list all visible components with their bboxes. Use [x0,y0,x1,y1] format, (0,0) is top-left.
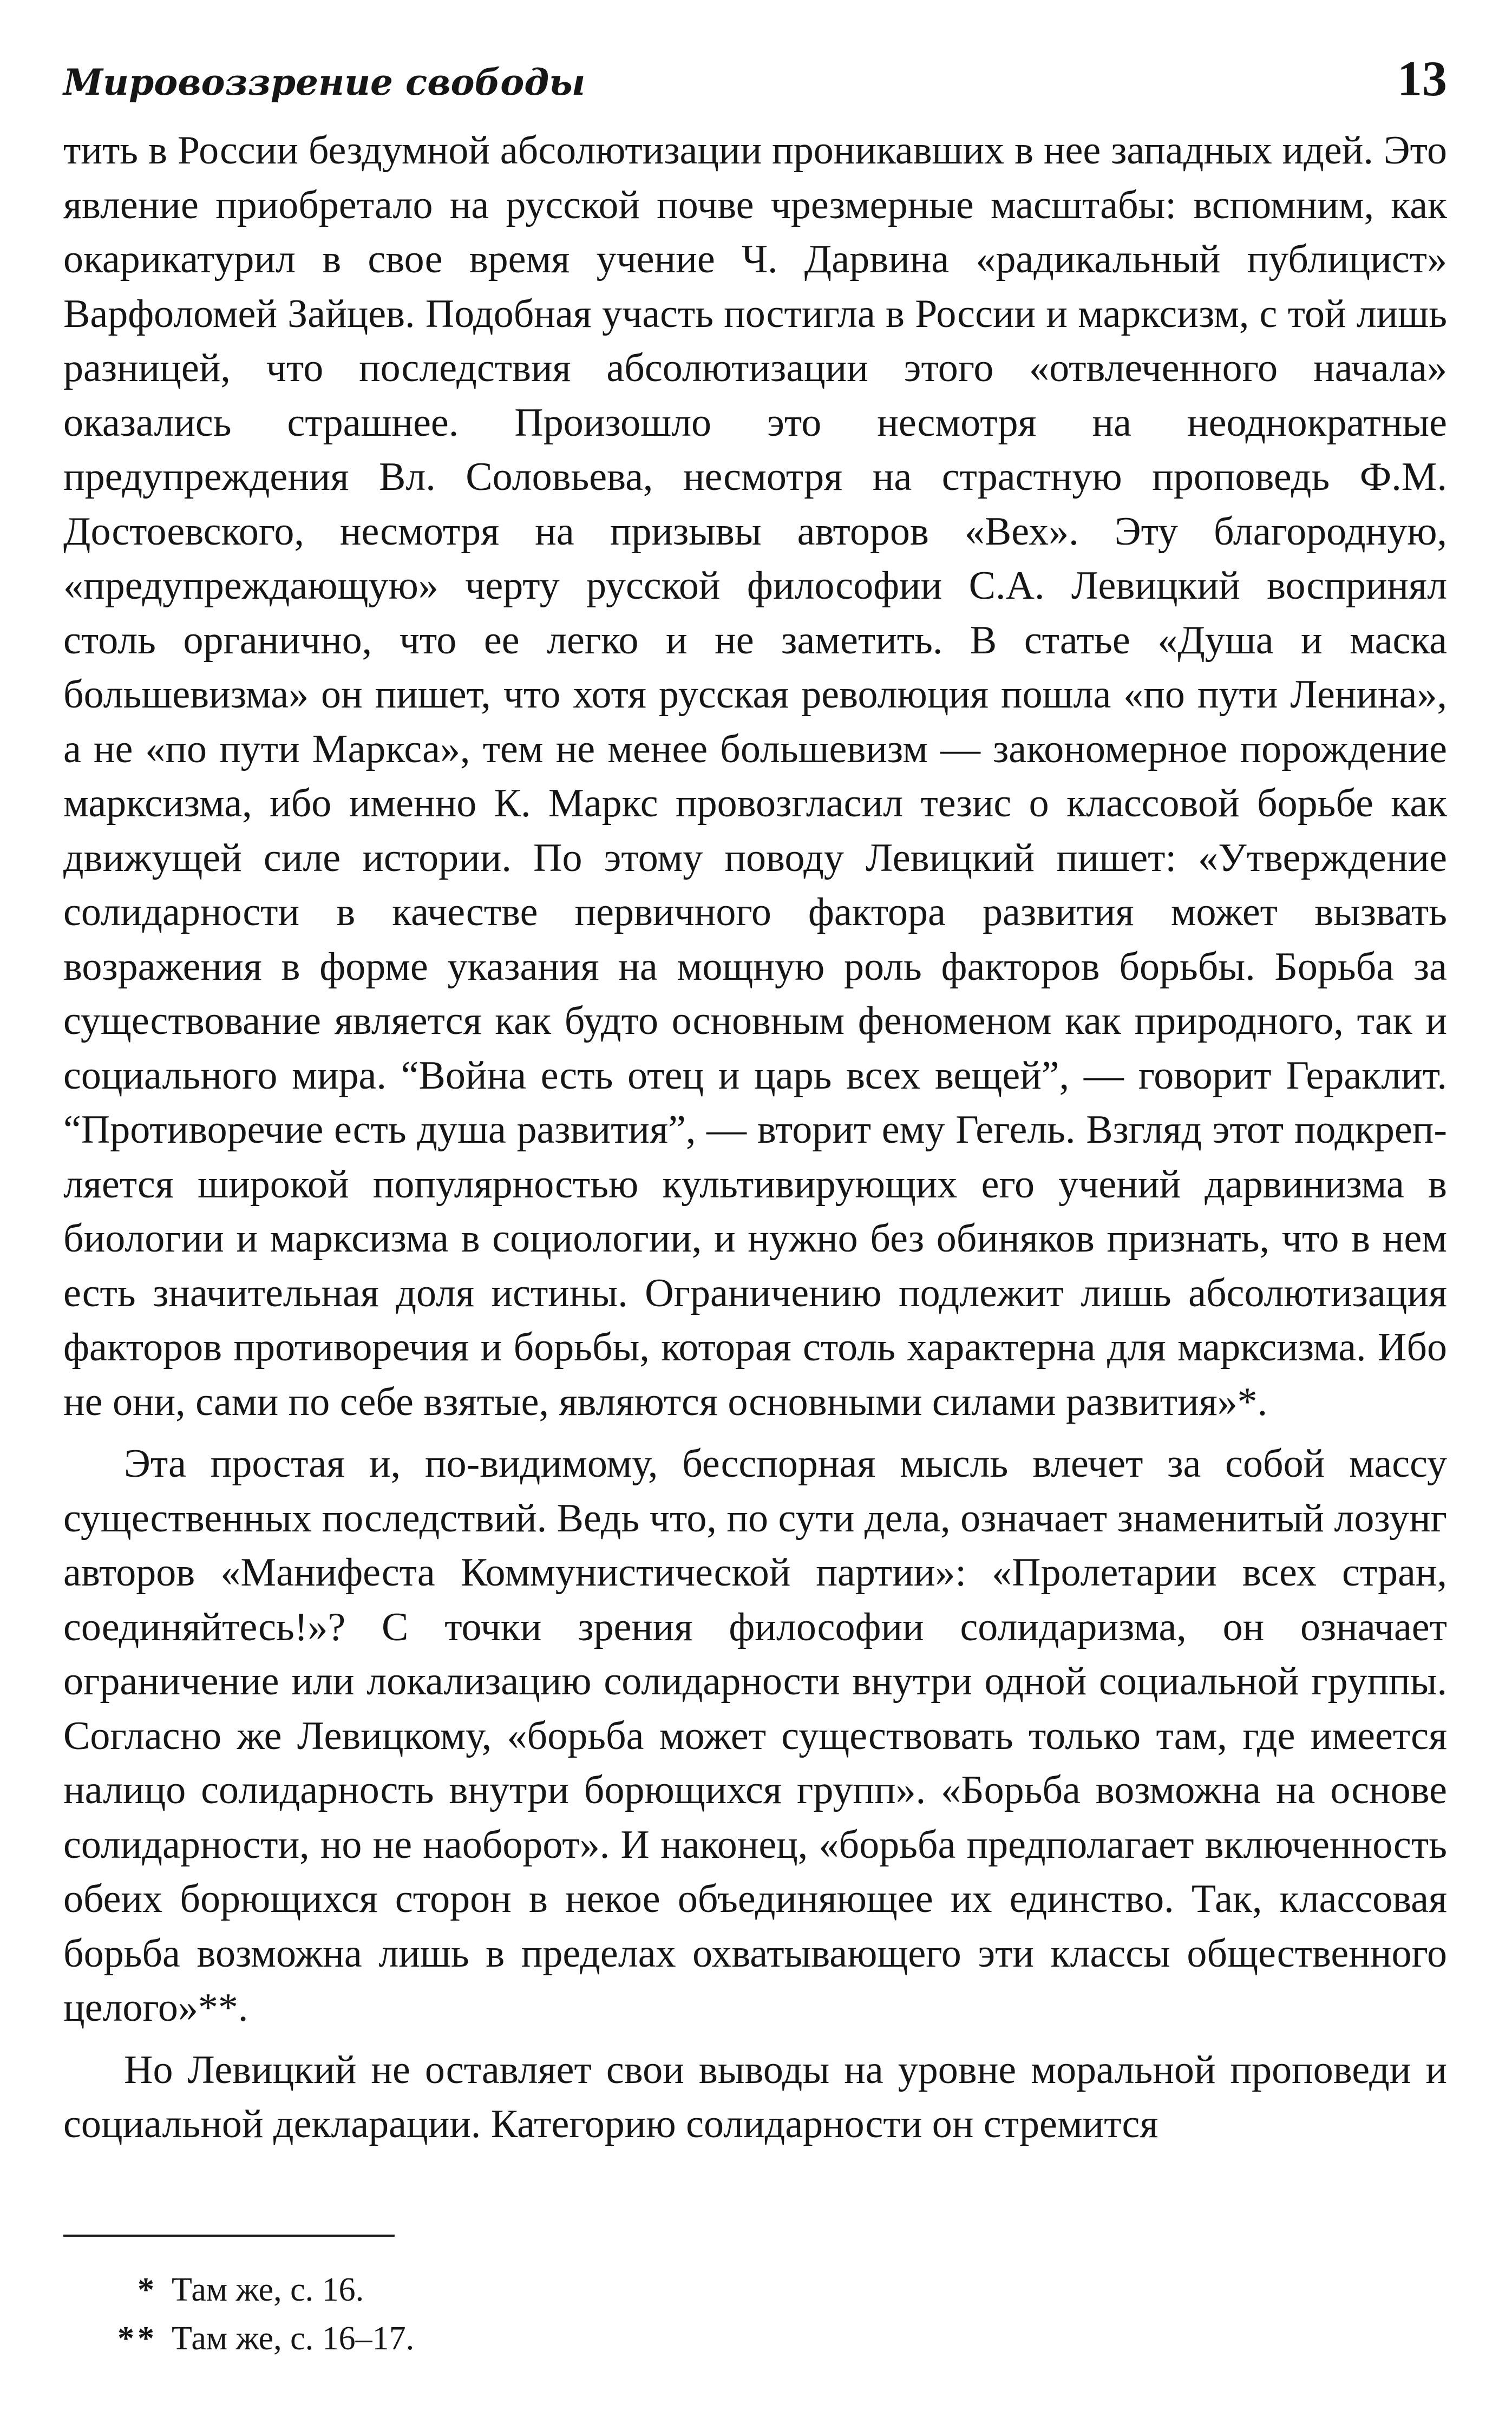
running-title: Мировоззрение свободы [63,61,586,103]
paragraph-3: Но Левицкий не оставляет свои выводы на уровне моральной проповеди и социальной декларации. Категорию солидарности он стремится [63,2047,1447,2146]
footnote-1 [63,2265,821,2314]
paragraph-2: Эта простая и, по-видимому, бесспорная мысль влечет за собой массу существенных последствий. Ведь что, по сути дела, означает знаменитый лозунг авторов «Манифеста Коммунистической партии»: «Пролетарии всех стран, соединяйтесь!»? С точки зрения философии солидаризма, он означает ограничение или локализацию солидарности внутри одной социальной группы. Согласно же Левицкому, «борьба может существовать только там, где имеется налицо солидарность внутри борющихся групп». «Борьба возможна на основе солидарности, но не наоборот». И наконец, «борьба предполагает включенность обеих борющихся сторон в некое объединяющее их единство. Так, классовая борьба возможна лишь в пределах охватывающего эти классы общественного целого»**. [63,1442,1447,2030]
body-text [63,123,1447,2152]
footnote-divider [63,2235,395,2237]
footnote-2 [63,2314,821,2363]
footnotes [63,2265,821,2363]
footnote-text: Там же, с. 16. [172,2271,364,2308]
footnote-marker: ** [117,2320,158,2357]
paragraph-1: тить в России бездумной абсолютизации проникавших в нее западных идей. Это явление приобретало на русской почве чрезмерные масштабы: вспомним, как окарикатурил в свое время учение Ч. Дарвина «радикальный публицист» Варфоломей Зайцев. Подобная участь постигла в России и марксизм, с той лишь разницей, что последствия абсолютизации этого «отвлеченного начала» оказались страшнее. Произошло это несмотря на неоднократные предупреждения Вл. Соловьева, несмотря на страстную проповедь Ф.М. Достоевского, несмотря на призывы авторов «Вех». Эту благородную, «предупреждающую» черту русской философии С.А. Левицкий воспринял столь органично, что ее легко и не заметить. В статье «Душа и маска большевизма» он пишет, что хотя русская революция пошла «по пути Ленина», а не «по пути Маркса», тем не менее большевизм — закономерное порождение марксизма, ибо именно К. Маркс провозгласил тезис о классовой борьбе как движущей силе истории. По этому поводу Левицкий пишет: «Утверждение солидарности в качестве первичного фактора развития может вызвать возражения в форме указания на мощную роль факторов борьбы. Борьба за существование является как будто основным феноменом как природного, так и социального мира. “Война есть отец и царь всех вещей”, — говорит Гераклит. “Противоречие есть душа развития”, — вторит ему Гегель. Взгляд этот подкрепляется широкой популярностью культивирующих его учений дарвинизма в биологии и марксизма в социологии, и нужно без обиняков признать, что в нем есть значительная доля истины. Ограничению подлежит лишь абсолютизация факторов противоречия и борьбы, которая столь характерна для марксизма. Ибо не они, сами по себе взятые, являются основными силами развития»*. [63,128,1447,1424]
book-page [63,0,1447,2430]
footnote-text: Там же, с. 16–17. [172,2320,415,2357]
footnote-marker: * [138,2271,158,2308]
running-head [63,51,1447,111]
page-number: 13 [1397,51,1447,106]
